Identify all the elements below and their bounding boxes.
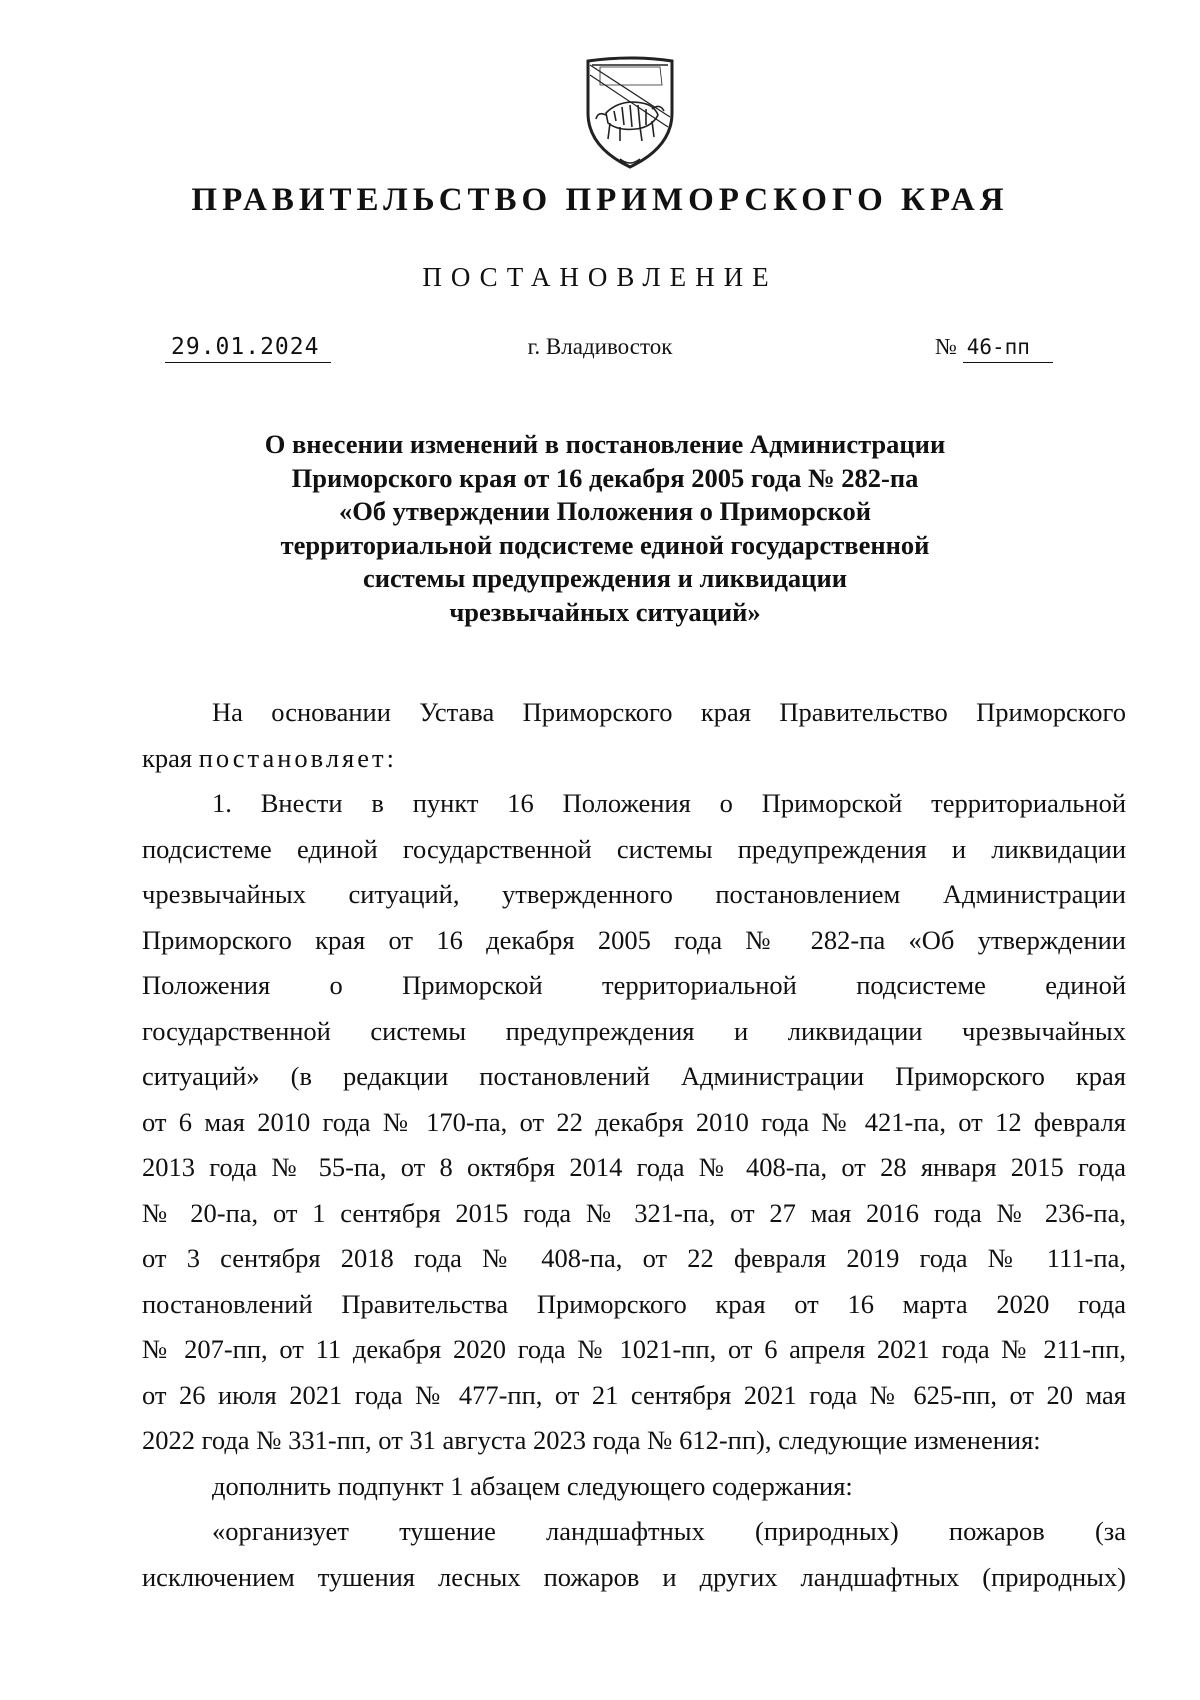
paragraph-line: от 26 июля 2021 года № 477-пп, от 21 сентября 2021 года № 625-пп, от 20 мая (142, 1379, 1126, 1410)
subject-line: территориальной подсистеме единой государственной (280, 529, 930, 560)
decree-word: постановляет: (198, 742, 397, 773)
document-number (935, 332, 1060, 363)
paragraph-line: 1. Внести в пункт 16 Положения о Приморской территориальной (212, 788, 1126, 818)
subject-line: чрезвычайных ситуаций» (449, 596, 761, 627)
paragraph-line: 2013 года № 55-па, от 8 октября 2014 года № 408-па, от 28 января 2015 года (142, 1152, 1126, 1182)
paragraph-line: «организует тушение ландшафтных (природных) пожаров (за (212, 1516, 1126, 1546)
subject-line: системы предупреждения и ликвидации (362, 563, 847, 593)
intro-text: края (142, 742, 199, 773)
paragraph-line: Приморского края от 16 декабря 2005 года № 282-па «Об утверждении (142, 924, 1126, 955)
paragraph-line: от 6 мая 2010 года № 170-па, от 22 декабря 2010 года № 421-па, от 12 февраля (142, 1106, 1126, 1137)
subject-line: Приморского края от 16 декабря 2005 года № 282-па (291, 462, 919, 493)
document-type: ПОСТАНОВЛЕНИЕ (422, 262, 778, 292)
paragraph-line: постановлений Правительства Приморского края от 16 марта 2020 года (142, 1288, 1126, 1319)
document-date: 29.01.2024 (165, 332, 331, 363)
paragraph-line: № 207-пп, от 11 декабря 2020 года № 1021-пп, от 6 апреля 2021 года № 211-пп, (142, 1334, 1126, 1364)
paragraph-line: ситуаций» (в редакции постановлений Администрации Приморского края (142, 1061, 1126, 1091)
number-prefix: № (935, 334, 957, 359)
paragraph-line: подсистеме единой государственной системы предупреждения и ликвидации (142, 833, 1126, 864)
document-subject (200, 428, 1010, 629)
organization-title: ПРАВИТЕЛЬСТВО ПРИМОРСКОГО КРАЯ (191, 182, 1009, 218)
paragraph-line: чрезвычайных ситуаций, утвержденного постановлением Администрации (142, 879, 1126, 909)
paragraph-line: Положения о Приморской территориальной подсистеме единой (142, 970, 1126, 1000)
paragraph-line: государственной системы предупреждения и ликвидации чрезвычайных (142, 1015, 1126, 1046)
intro-line: На основании Устава Приморского края Правительство Приморского (212, 697, 1126, 727)
paragraph-line: № 20-па, от 1 сентября 2015 года № 321-па, от 27 мая 2016 года № 236-па, (142, 1197, 1126, 1228)
paragraph-line: от 3 сентября 2018 года № 408-па, от 22 февраля 2019 года № 111-па, (142, 1243, 1126, 1273)
paragraph-line: исключением тушения лесных пожаров и других ландшафтных (природных) (142, 1561, 1126, 1592)
number-value: 46-пп (963, 332, 1053, 363)
paragraph-line: дополнить подпункт 1 абзацем следующего содержания: (212, 1470, 853, 1501)
subject-line: «Об утверждении Положения о Приморской (338, 496, 872, 526)
document-body (142, 690, 1126, 1600)
document-city: г. Владивосток (527, 334, 673, 359)
coat-of-arms-icon (580, 55, 680, 175)
paragraph-line: 2022 года № 331-пп, от 31 августа 2023 года № 612-пп), следующие изменения: (142, 1425, 1041, 1455)
subject-line: О внесении изменений в постановление Администрации (264, 429, 946, 459)
intro-line (142, 736, 1126, 782)
